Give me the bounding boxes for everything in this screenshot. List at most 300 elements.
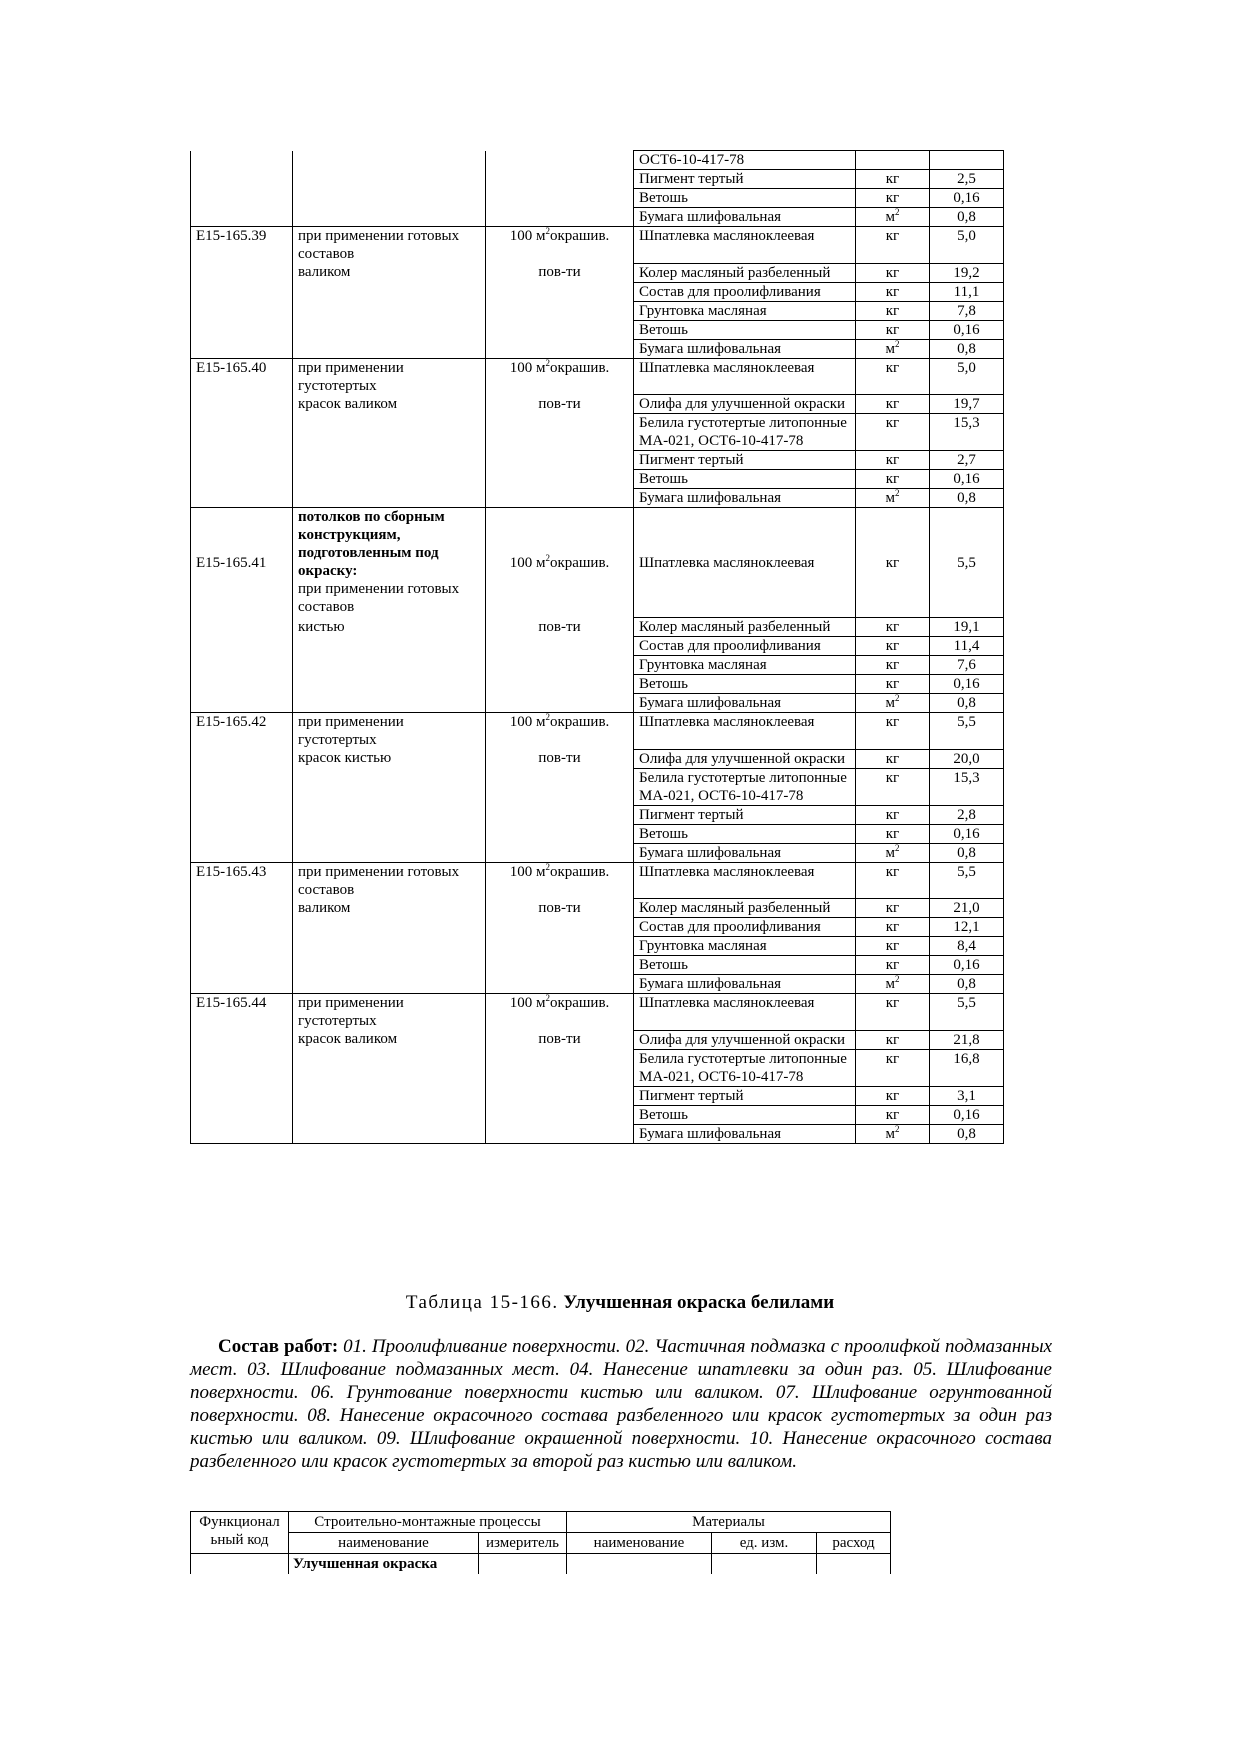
meter-value: 100 м — [509, 995, 546, 1011]
meter-unit-cont: пов-ти — [538, 395, 581, 412]
table-row — [191, 956, 1004, 975]
material-name: ОСТ6-10-417-78 — [634, 151, 856, 170]
process-name-cell — [293, 414, 486, 451]
material-amount: 15,3 — [930, 768, 1004, 805]
material-amount: 3,1 — [930, 1086, 1004, 1105]
meter-cell — [486, 282, 634, 301]
material-name: Грунтовка масляная — [634, 656, 856, 675]
process-name-cell — [293, 451, 486, 470]
work-code-cell — [191, 227, 293, 264]
material-unit — [856, 263, 930, 282]
material-name: Пигмент тертый — [634, 805, 856, 824]
material-name: Состав для проолифливания — [634, 918, 856, 937]
work-code: Е15-165.44 — [196, 995, 267, 1011]
work-code-cell — [191, 358, 293, 395]
work-code-cell — [191, 414, 293, 451]
material-amount: 0,16 — [930, 675, 1004, 694]
material-unit — [856, 805, 930, 824]
material-amount: 5,0 — [930, 358, 1004, 395]
process-name-cell — [293, 1105, 486, 1124]
table-row — [191, 805, 1004, 824]
meter-cell — [486, 994, 634, 1031]
material-name: Шпатлевка масляноклеевая — [634, 994, 856, 1031]
process-name-cell — [293, 208, 486, 227]
table-row — [191, 918, 1004, 937]
work-code-cell — [191, 843, 293, 862]
table-row — [191, 227, 1004, 264]
meter-cell — [486, 805, 634, 824]
material-amount: 0,16 — [930, 470, 1004, 489]
material-amount: 0,16 — [930, 956, 1004, 975]
empty-cell — [817, 1554, 891, 1575]
work-code-cell — [191, 1086, 293, 1105]
unit-text: м — [885, 695, 895, 711]
material-amount: 19,2 — [930, 263, 1004, 282]
process-name-cell — [293, 189, 486, 208]
material-name: Шпатлевка масляноклеевая — [634, 358, 856, 395]
material-unit — [856, 170, 930, 189]
process-name-cell — [293, 694, 486, 713]
unit-text: кг — [885, 359, 900, 376]
material-unit — [856, 899, 930, 918]
process-description-cont: валиком — [298, 899, 351, 916]
material-name: Бумага шлифовальная — [634, 489, 856, 508]
table-row — [191, 1049, 1004, 1086]
material-unit — [856, 227, 930, 264]
section-code-cell — [191, 1554, 289, 1575]
material-unit — [856, 339, 930, 358]
meter-cell — [486, 918, 634, 937]
material-amount: 5,5 — [930, 994, 1004, 1031]
meter-cell — [486, 489, 634, 508]
process-name-cell — [293, 824, 486, 843]
meter-unit-cont: пов-ти — [538, 899, 581, 916]
header-process-name: наименование — [289, 1533, 479, 1554]
work-code-cell — [191, 151, 293, 170]
unit-text: кг — [885, 396, 900, 412]
material-name: Ветошь — [634, 189, 856, 208]
material-name: Ветошь — [634, 1105, 856, 1124]
material-unit — [856, 1105, 930, 1124]
meter-superscript: 2 — [545, 552, 550, 563]
table-row — [191, 694, 1004, 713]
meter-cell — [486, 937, 634, 956]
material-name: Колер масляный разбеленный — [634, 899, 856, 918]
table-row — [191, 768, 1004, 805]
work-code-cell — [191, 339, 293, 358]
material-amount: 0,8 — [930, 1124, 1004, 1143]
work-composition — [190, 1335, 1052, 1473]
material-amount: 0,8 — [930, 208, 1004, 227]
table-caption — [0, 1291, 1240, 1315]
meter-value: 100 м — [509, 863, 546, 880]
work-code-cell — [191, 1124, 293, 1143]
process-name-cell — [293, 1124, 486, 1143]
meter-cell — [486, 618, 634, 637]
table-row — [191, 263, 1004, 282]
material-unit — [856, 1049, 930, 1086]
work-code-cell — [191, 637, 293, 656]
material-name: Бумага шлифовальная — [634, 339, 856, 358]
material-unit — [856, 470, 930, 489]
process-description: при применении готовых составов — [298, 228, 460, 262]
resource-table — [190, 150, 1004, 1144]
process-description: при применении густотертых — [298, 359, 404, 394]
table-row — [191, 1086, 1004, 1105]
meter-cell — [486, 301, 634, 320]
material-amount: 7,6 — [930, 656, 1004, 675]
material-amount: 0,8 — [930, 489, 1004, 508]
process-name-cell — [293, 489, 486, 508]
material-unit — [856, 1124, 930, 1143]
work-code-cell — [191, 675, 293, 694]
process-name-cell — [293, 1086, 486, 1105]
unit-text: кг — [885, 471, 900, 487]
material-amount: 0,16 — [930, 189, 1004, 208]
work-code-cell — [191, 694, 293, 713]
empty-cell — [712, 1554, 817, 1575]
process-name-cell — [293, 227, 486, 264]
meter-cell — [486, 508, 634, 618]
table-row — [191, 1124, 1004, 1143]
material-unit — [856, 508, 930, 618]
unit-superscript: 2 — [895, 842, 900, 853]
work-code-cell — [191, 937, 293, 956]
material-name: Олифа для улучшенной окраски — [634, 395, 856, 414]
work-code-cell — [191, 170, 293, 189]
material-name: Ветошь — [634, 320, 856, 339]
material-name: Ветошь — [634, 824, 856, 843]
unit-text: кг — [885, 825, 900, 842]
material-name: Бумага шлифовальная — [634, 1124, 856, 1143]
material-amount: 0,16 — [930, 1105, 1004, 1124]
work-code-cell — [191, 451, 293, 470]
meter-cell — [486, 1049, 634, 1086]
process-name-cell — [293, 918, 486, 937]
meter-cell — [486, 320, 634, 339]
material-unit — [856, 862, 930, 899]
material-amount: 2,7 — [930, 451, 1004, 470]
process-description: при применении густотертых — [298, 995, 404, 1029]
meter-cell — [486, 843, 634, 862]
unit-text: кг — [885, 900, 900, 916]
process-name-cell — [293, 713, 486, 750]
material-name: Бумага шлифовальная — [634, 975, 856, 994]
process-name-cell — [293, 395, 486, 414]
process-name-cell — [293, 301, 486, 320]
unit-text: кг — [885, 1087, 900, 1104]
work-code-cell — [191, 956, 293, 975]
meter-superscript: 2 — [545, 357, 550, 368]
meter-cell — [486, 824, 634, 843]
work-code: Е15-165.39 — [196, 228, 267, 244]
table-row — [191, 1105, 1004, 1124]
material-name: Бумага шлифовальная — [634, 208, 856, 227]
material-name: Белила густотертые литопонные МА-021, ОСТ6-10-417-78 — [634, 1049, 856, 1086]
material-amount: 5,5 — [930, 508, 1004, 618]
unit-text: кг — [885, 190, 900, 206]
material-unit — [856, 320, 930, 339]
header-amount: расход — [817, 1533, 891, 1554]
material-name: Ветошь — [634, 956, 856, 975]
work-code-cell — [191, 508, 293, 618]
material-unit — [856, 151, 930, 170]
meter-unit-cont: пов-ти — [538, 618, 581, 635]
material-unit — [856, 918, 930, 937]
table-row — [191, 282, 1004, 301]
unit-superscript: 2 — [895, 693, 900, 703]
material-name: Состав для проолифливания — [634, 637, 856, 656]
process-name-cell — [293, 170, 486, 189]
work-code-cell — [191, 749, 293, 768]
meter-cell — [486, 189, 634, 208]
work-code: Е15-165.42 — [196, 714, 267, 730]
table-row — [191, 1030, 1004, 1049]
table-row — [191, 451, 1004, 470]
unit-superscript: 2 — [895, 488, 900, 498]
meter-cell — [486, 675, 634, 694]
material-amount: 7,8 — [930, 301, 1004, 320]
process-heading: потолков по сборным конструкциям, подготовленным под окраску: — [298, 509, 445, 579]
table-row — [191, 749, 1004, 768]
unit-text: кг — [885, 1106, 900, 1123]
meter-cell — [486, 395, 634, 414]
meter-suffix: окрашив. — [549, 228, 610, 244]
unit-text: кг — [885, 676, 900, 692]
work-code-cell — [191, 470, 293, 489]
material-amount: 20,0 — [930, 749, 1004, 768]
process-name-cell — [293, 282, 486, 301]
material-unit — [856, 358, 930, 395]
material-unit — [856, 451, 930, 470]
material-amount: 15,3 — [930, 414, 1004, 451]
unit-superscript: 2 — [895, 207, 900, 217]
material-name: Грунтовка масляная — [634, 301, 856, 320]
table-row — [191, 489, 1004, 508]
work-code-cell — [191, 301, 293, 320]
process-description: при применении готовых составов — [298, 581, 460, 615]
table-row — [191, 824, 1004, 843]
meter-superscript: 2 — [545, 993, 550, 1003]
material-amount: 0,8 — [930, 975, 1004, 994]
work-code: Е15-165.41 — [196, 554, 267, 571]
unit-text: кг — [885, 919, 900, 935]
section-title: Улучшенная окраска — [289, 1554, 479, 1575]
work-code-cell — [191, 713, 293, 750]
meter-cell — [486, 227, 634, 264]
meter-suffix: окрашив. — [549, 359, 610, 376]
work-code-cell — [191, 618, 293, 637]
material-unit — [856, 1086, 930, 1105]
table-row — [191, 470, 1004, 489]
process-name-cell — [293, 843, 486, 862]
process-name-cell — [293, 339, 486, 358]
material-unit — [856, 843, 930, 862]
material-unit — [856, 637, 930, 656]
material-amount: 11,1 — [930, 282, 1004, 301]
material-name: Белила густотертые литопонные МА-021, ОСТ6-10-417-78 — [634, 414, 856, 451]
material-name: Шпатлевка масляноклеевая — [634, 227, 856, 264]
meter-superscript: 2 — [545, 712, 550, 722]
material-amount: 16,8 — [930, 1049, 1004, 1086]
process-name-cell — [293, 263, 486, 282]
header-functional-code: Функционал ьный код — [191, 1512, 289, 1554]
meter-suffix: окрашив. — [549, 714, 610, 730]
process-name-cell — [293, 508, 486, 618]
next-table-header — [190, 1511, 891, 1574]
header-material-name: наименование — [567, 1533, 712, 1554]
meter-cell — [486, 713, 634, 750]
material-name: Ветошь — [634, 675, 856, 694]
material-amount: 0,8 — [930, 694, 1004, 713]
unit-text: кг — [885, 619, 900, 635]
unit-text: кг — [885, 714, 900, 730]
meter-cell — [486, 768, 634, 805]
material-amount: 0,16 — [930, 320, 1004, 339]
unit-text: м — [885, 340, 895, 357]
work-code: Е15-165.40 — [196, 359, 267, 376]
work-code: Е15-165.43 — [196, 863, 267, 880]
process-name-cell — [293, 618, 486, 637]
meter-suffix: окрашив. — [549, 995, 610, 1011]
work-code-cell — [191, 994, 293, 1031]
work-code-cell — [191, 395, 293, 414]
empty-cell — [479, 1554, 567, 1575]
work-code-cell — [191, 918, 293, 937]
table-row — [191, 675, 1004, 694]
meter-suffix: окрашив. — [549, 863, 610, 880]
material-amount: 0,16 — [930, 824, 1004, 843]
unit-text: кг — [885, 171, 900, 187]
material-name: Олифа для улучшенной окраски — [634, 749, 856, 768]
meter-cell — [486, 749, 634, 768]
table-row — [191, 862, 1004, 899]
meter-value: 100 м — [509, 554, 546, 571]
material-amount: 8,4 — [930, 937, 1004, 956]
work-code-cell — [191, 320, 293, 339]
meter-cell — [486, 1105, 634, 1124]
unit-text: кг — [885, 957, 900, 973]
table-row — [191, 301, 1004, 320]
material-name: Колер масляный разбеленный — [634, 263, 856, 282]
material-unit — [856, 713, 930, 750]
material-unit — [856, 956, 930, 975]
table-row — [191, 395, 1004, 414]
work-code-cell — [191, 489, 293, 508]
unit-superscript: 2 — [895, 974, 900, 984]
meter-cell — [486, 862, 634, 899]
material-unit — [856, 282, 930, 301]
meter-cell — [486, 339, 634, 358]
unit-text: м — [885, 490, 895, 506]
material-unit — [856, 675, 930, 694]
process-description-cont: красок валиком — [298, 395, 398, 412]
process-name-cell — [293, 358, 486, 395]
unit-text: кг — [885, 769, 900, 786]
work-code-cell — [191, 263, 293, 282]
process-name-cell — [293, 470, 486, 489]
material-unit — [856, 937, 930, 956]
process-name-cell — [293, 675, 486, 694]
material-unit — [856, 414, 930, 451]
table-row — [191, 618, 1004, 637]
unit-text: кг — [885, 1050, 900, 1067]
meter-cell — [486, 470, 634, 489]
process-name-cell — [293, 1049, 486, 1086]
material-amount: 5,5 — [930, 713, 1004, 750]
material-amount: 5,0 — [930, 227, 1004, 264]
unit-text: кг — [885, 657, 900, 673]
unit-text: м — [885, 844, 895, 861]
table-row — [191, 994, 1004, 1031]
material-name: Грунтовка масляная — [634, 937, 856, 956]
table-row — [191, 508, 1004, 618]
work-code-cell — [191, 656, 293, 675]
material-name: Состав для проолифливания — [634, 282, 856, 301]
meter-unit-cont: пов-ти — [538, 1031, 581, 1047]
work-code-cell — [191, 805, 293, 824]
empty-cell — [567, 1554, 712, 1575]
process-description-cont: красок кистью — [298, 750, 392, 766]
process-name-cell — [293, 637, 486, 656]
process-name-cell — [293, 749, 486, 768]
process-description-cont: валиком — [298, 264, 351, 280]
work-code-cell — [191, 824, 293, 843]
material-name: Пигмент тертый — [634, 1086, 856, 1105]
unit-text: м — [885, 976, 895, 992]
meter-cell — [486, 1086, 634, 1105]
material-amount: 19,7 — [930, 395, 1004, 414]
work-code-cell — [191, 1105, 293, 1124]
work-code-cell — [191, 768, 293, 805]
material-amount — [930, 151, 1004, 170]
material-unit — [856, 489, 930, 508]
material-unit — [856, 618, 930, 637]
material-amount: 12,1 — [930, 918, 1004, 937]
composition-text: 01. Проолифливание поверхности. 02. Частичная подмазка с проолифкой подмазанных мест. 03. Шлифование подмазанных мест. 04. Нанесение шпатлевки за один раз. 05. Шлифование поверхности. 06. Грунтование поверхности кистью или валиком. 07. Шлифование огрунтованной поверхности. 08. Нанесение окрасочного состава разбеленного или красок густотертых за один раз кистью или валиком. 09. Шлифование окрашенной поверхности. 10. Нанесение окрасочного состава разбеленного или красок густотертых за второй раз кистью или валиком. — [190, 1336, 1053, 1472]
process-description: при применении густотертых — [298, 714, 404, 748]
process-name-cell — [293, 151, 486, 170]
table-row — [191, 208, 1004, 227]
meter-value: 100 м — [509, 228, 546, 244]
material-name: Белила густотертые литопонные МА-021, ОСТ6-10-417-78 — [634, 768, 856, 805]
work-code-cell — [191, 899, 293, 918]
caption-label: Таблица 15-166. — [405, 1292, 559, 1313]
material-amount: 19,1 — [930, 618, 1004, 637]
unit-text: кг — [885, 1031, 900, 1048]
material-name: Пигмент тертый — [634, 170, 856, 189]
table-row — [191, 414, 1004, 451]
meter-value: 100 м — [509, 359, 546, 376]
material-name: Олифа для улучшенной окраски — [634, 1030, 856, 1049]
caption-title: Улучшенная окраска белилами — [563, 1292, 835, 1313]
unit-text: кг — [885, 750, 900, 767]
process-name-cell — [293, 656, 486, 675]
material-amount: 0,8 — [930, 339, 1004, 358]
meter-value: 100 м — [509, 714, 546, 730]
meter-unit-cont: пов-ти — [538, 264, 581, 280]
process-name-cell — [293, 994, 486, 1031]
table-row — [191, 358, 1004, 395]
table-row — [191, 656, 1004, 675]
material-unit — [856, 395, 930, 414]
meter-cell — [486, 263, 634, 282]
material-name: Колер масляный разбеленный — [634, 618, 856, 637]
process-name-cell — [293, 805, 486, 824]
work-code-cell — [191, 1049, 293, 1086]
unit-text: кг — [885, 938, 900, 954]
meter-cell — [486, 208, 634, 227]
